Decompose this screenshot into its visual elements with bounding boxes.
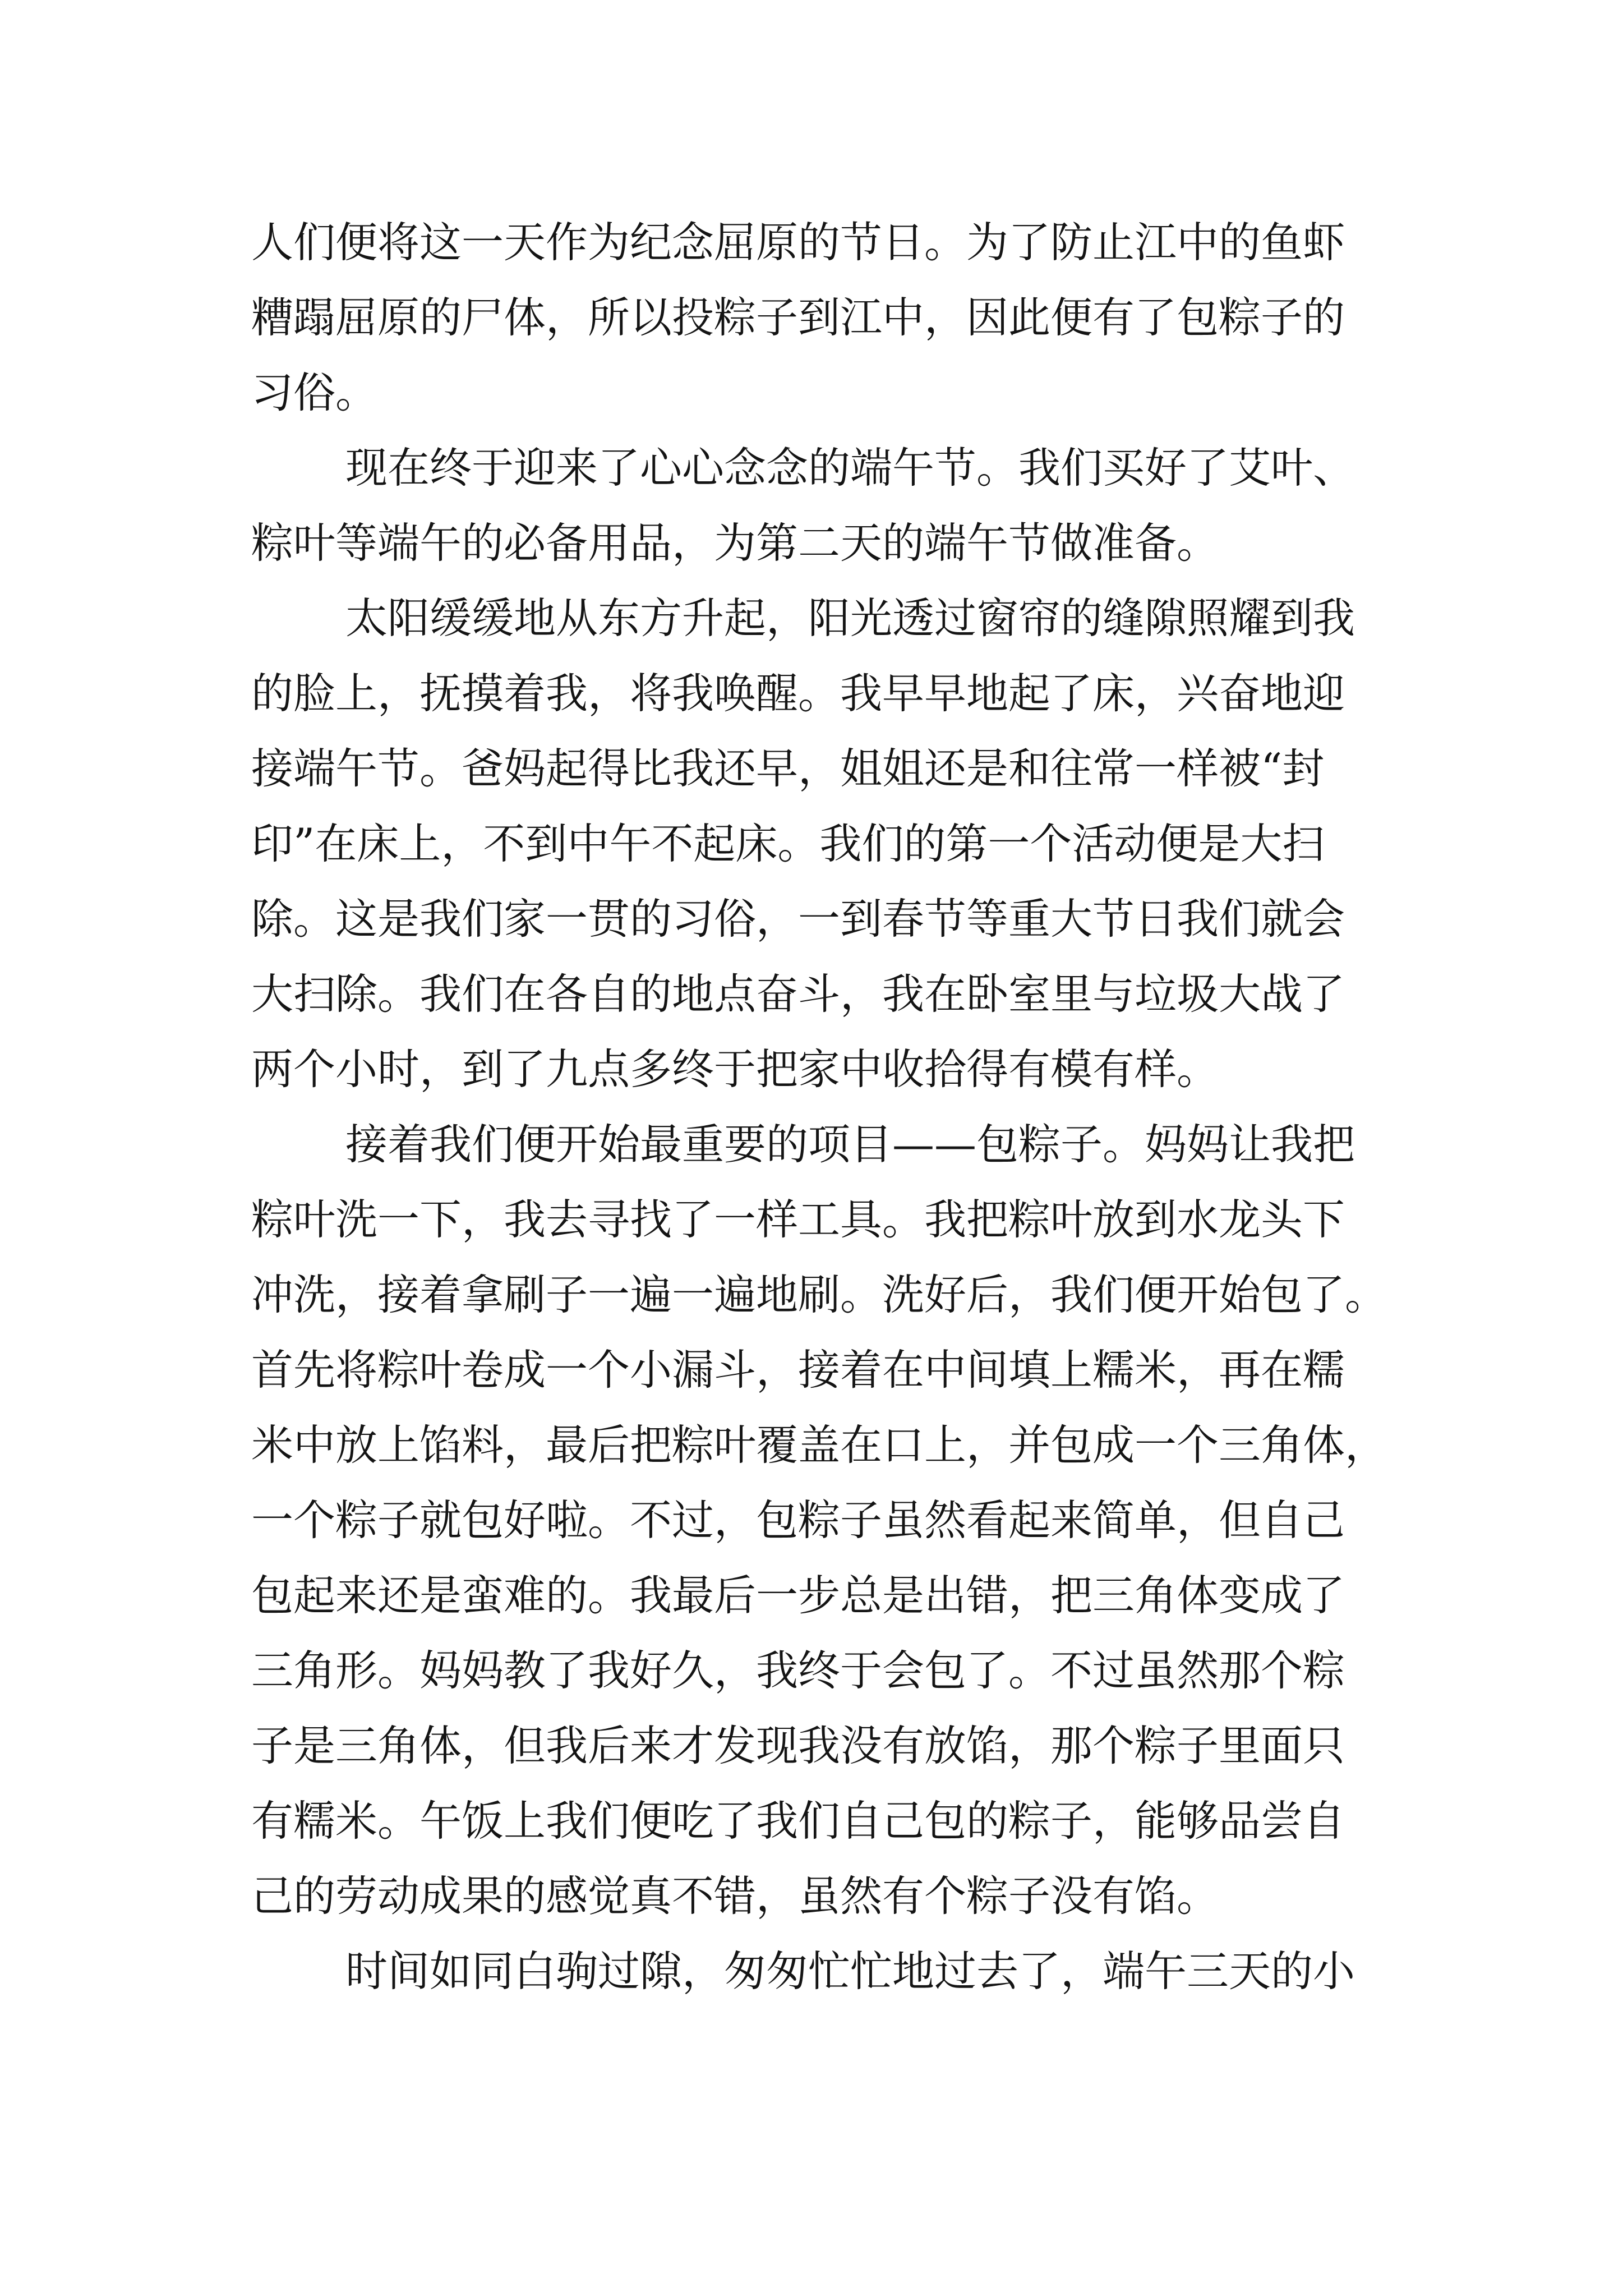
paragraph [251, 581, 1378, 1107]
text-line: 冲洗，接着拿刷子一遍一遍地刷。洗好后，我们便开始包了。 [251, 1270, 1387, 1319]
text-line: 除。这是我们家一贯的习俗，一到春节等重大节日我们就会 [251, 894, 1345, 944]
text-line: 人们便将这一天作为纪念屈原的节日。为了防止江中的鱼虾 [251, 218, 1345, 267]
text-line: 太阳缓缓地从东方升起，阳光透过窗帘的缝隙照耀到我 [345, 593, 1355, 643]
text-line: 首先将粽叶卷成一个小漏斗，接着在中间填上糯米，再在糯 [251, 1345, 1345, 1395]
text-line: 米中放上馅料，最后把粽叶覆盖在口上，并包成一个三角体， [251, 1420, 1387, 1470]
paragraph [251, 1934, 1378, 2009]
text-line: 习俗。 [251, 368, 378, 417]
text-line: 两个小时，到了九点多终于把家中收拾得有模有样。 [251, 1045, 1219, 1094]
text-line: 接着我们便开始最重要的项目——包粽子。妈妈让我把 [345, 1120, 1355, 1169]
text-line: 粽叶等端午的必备用品，为第二天的端午节做准备。 [251, 518, 1219, 568]
text-line: 子是三角体，但我后来才发现我没有放馅，那个粽子里面只 [251, 1721, 1345, 1770]
paragraph [251, 1107, 1387, 1934]
text-line: 包起来还是蛮难的。我最后一步总是出错，把三角体变成了 [251, 1571, 1345, 1620]
text-line: 接端午节。爸妈起得比我还早，姐姐还是和往常一样被“封 [251, 744, 1325, 793]
text-line: 有糯米。午饭上我们便吃了我们自己包的粽子，能够品尝自 [251, 1796, 1345, 1846]
paragraph [251, 205, 1378, 430]
text-line: 大扫除。我们在各自的地点奋斗，我在卧室里与垃圾大战了 [251, 969, 1345, 1019]
text-line: 一个粽子就包好啦。不过，包粽子虽然看起来简单，但自己 [251, 1496, 1345, 1545]
text-line: 粽叶洗一下，我去寻找了一样工具。我把粽叶放到水龙头下 [251, 1195, 1345, 1244]
text-line: 现在终于迎来了心心念念的端午节。我们买好了艾叶、 [345, 443, 1355, 493]
text-line: 的脸上，抚摸着我，将我唤醒。我早早地起了床，兴奋地迎 [251, 669, 1345, 718]
text-line: 时间如同白驹过隙，匆匆忙忙地过去了，端午三天的小 [345, 1947, 1355, 1996]
text-line: 印”在床上，不到中午不起床。我们的第一个活动便是大扫 [251, 819, 1325, 868]
text-line: 三角形。妈妈教了我好久，我终于会包了。不过虽然那个粽 [251, 1646, 1345, 1695]
text-line: 糟蹋屈原的尸体，所以投粽子到江中，因此便有了包粽子的 [251, 293, 1345, 342]
paragraph [251, 430, 1378, 581]
document-body [251, 205, 1387, 2009]
text-line: 己的劳动成果的感觉真不错，虽然有个粽子没有馅。 [251, 1871, 1219, 1921]
